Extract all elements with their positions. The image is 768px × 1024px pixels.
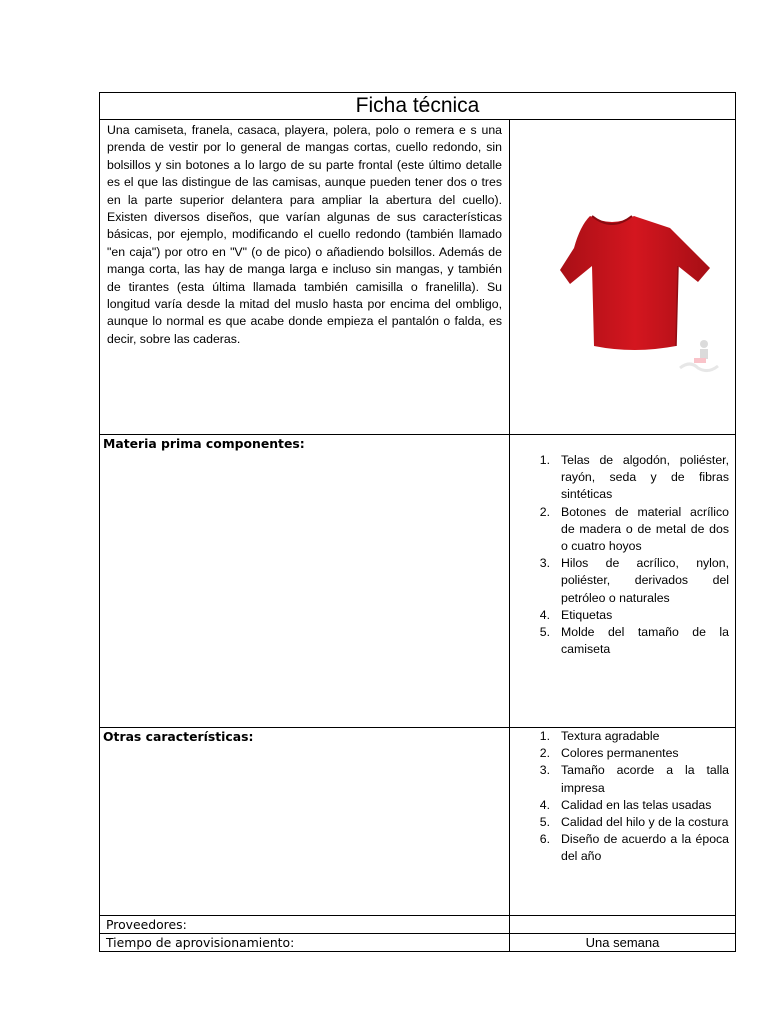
list-item-number: 3. bbox=[539, 556, 550, 571]
list-item-number: 2. bbox=[539, 746, 550, 761]
otras-row bbox=[100, 728, 736, 916]
otras-list-cell bbox=[510, 728, 736, 916]
list-item bbox=[510, 555, 729, 607]
list-item-number: 2. bbox=[539, 504, 550, 519]
otras-heading: Otras características: bbox=[100, 728, 510, 916]
list-item-number: 1. bbox=[539, 453, 550, 467]
list-item-text: Botones de material acrílico de madera o de metal de dos o cuatro hoyos bbox=[561, 504, 730, 554]
product-image-cell bbox=[510, 120, 736, 435]
list-item-text: Colores permanentes bbox=[561, 746, 679, 761]
list-item bbox=[510, 624, 729, 658]
list-item-number: 5. bbox=[539, 625, 550, 640]
list-item-text: Hilos de acrílico, nylon, poliéster, derivados del petróleo o naturales bbox=[561, 556, 730, 605]
list-item-number: 4. bbox=[539, 797, 550, 812]
red-tshirt-icon bbox=[530, 208, 726, 380]
list-item-number: 5. bbox=[539, 815, 550, 830]
ficha-tecnica-table bbox=[99, 92, 736, 952]
list-item bbox=[510, 762, 729, 796]
list-item bbox=[510, 814, 729, 831]
description-text: Una camiseta, franela, casaca, playera, polera, polo o remera e s una prenda de vestir por lo general de mangas cortas, cuello redondo, sin bolsillos y sin botones a lo largo de su parte frontal (este último detalle es el que las distingue de las camisas, aunque pueden tener dos o tres en la parte superior delantera para ampliar la abertura del cuello). Existen diversos diseños, que varían algunas de sus características básicas, por ejemplo, modificando el cuello redondo (también llamado "en caja") por otro en "V" (o de pico) o añadiendo bolsillos. Además de manga corta, las hay de manga larga e incluso sin mangas, y también de tirantes (esta última llamada también camisilla o franelilla). Su longitud varía desde la mitad del muslo hasta por encima del ombligo, aunque lo normal es que acabe donde empieza el pantalón o falda, es decir, sobre las caderas. bbox=[100, 120, 510, 435]
materia-list bbox=[510, 452, 735, 658]
list-item-text: Telas de algodón, poliéster, rayón, seda y de fibras sintéticas bbox=[561, 453, 730, 502]
list-item bbox=[510, 504, 729, 556]
tiempo-row bbox=[100, 934, 736, 952]
list-item-text: Calidad en las telas usadas bbox=[561, 797, 712, 812]
list-item bbox=[510, 745, 729, 762]
otras-list bbox=[510, 728, 735, 866]
proveedores-row bbox=[100, 916, 736, 934]
list-item-number: 3. bbox=[539, 763, 550, 778]
list-item-text: Tamaño acorde a la talla impresa bbox=[561, 763, 730, 795]
list-item-number: 4. bbox=[539, 607, 550, 622]
list-item bbox=[510, 831, 729, 865]
list-item-text: Etiquetas bbox=[561, 607, 613, 622]
list-item bbox=[510, 728, 729, 745]
list-item-text: Diseño de acuerdo a la época del año bbox=[561, 832, 730, 864]
list-item bbox=[510, 452, 729, 504]
list-item-text: Molde del tamaño de la camiseta bbox=[561, 625, 730, 657]
list-item-text: Textura agradable bbox=[561, 729, 660, 743]
materia-row bbox=[100, 435, 736, 728]
proveedores-label: Proveedores: bbox=[100, 916, 510, 934]
tiempo-label: Tiempo de aprovisionamiento: bbox=[100, 934, 510, 952]
list-item-text: Calidad del hilo y de la costura bbox=[561, 815, 729, 830]
materia-list-cell bbox=[510, 435, 736, 728]
list-item-number: 6. bbox=[539, 832, 550, 847]
list-item bbox=[510, 797, 729, 814]
proveedores-value bbox=[510, 916, 736, 934]
materia-heading: Materia prima componentes: bbox=[100, 435, 510, 728]
tiempo-value: Una semana bbox=[510, 934, 736, 952]
list-item bbox=[510, 607, 729, 624]
description-row bbox=[100, 120, 736, 435]
title-row bbox=[100, 93, 736, 120]
list-item-number: 1. bbox=[539, 729, 550, 743]
page-title: Ficha técnica bbox=[100, 93, 736, 120]
